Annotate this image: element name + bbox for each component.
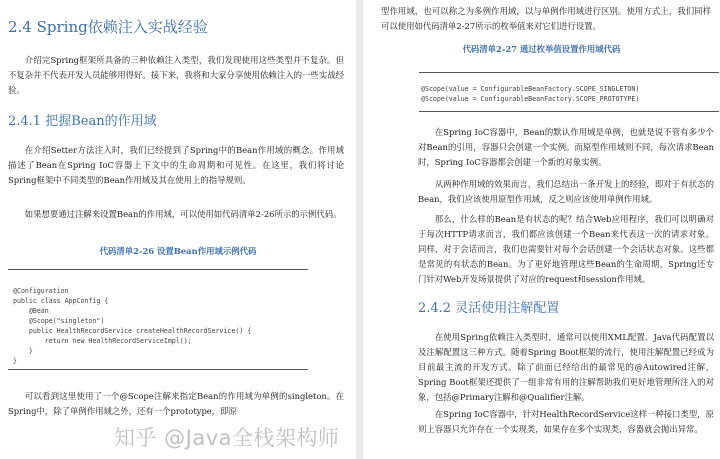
- code-block-2-27: [421, 84, 639, 104]
- code-line: }: [13, 357, 17, 365]
- code-line: @Scope(value = ConfigurableBeanFactory.SCOPE_SINGLETON): [421, 85, 640, 93]
- code-top-rule: [8, 269, 308, 270]
- prototype-continuation-paragraph: 型作用域，也可以称之为多例作用域，以与单例作用域进行区别。使用方式上，我们同样可以使用如代码清单2-27所示的枚举值来对它们进行设置。: [381, 6, 711, 31]
- subsection-title-242: 2.4.2 灵活使用注解配置: [418, 301, 560, 316]
- zhihu-watermark: 知乎 @Java全栈架构师: [114, 426, 340, 450]
- code-line: public class AppConfig {: [13, 297, 109, 305]
- code-line: @Configuration: [13, 287, 69, 295]
- code-block-2-26: [13, 286, 251, 366]
- code-bottom-rule: [8, 369, 308, 370]
- intro-paragraph: 介绍完Spring框架所具备的三种依赖注入类型，我们发现使用这些类型并不复杂。但不复杂并不代表开发人员能够用得好。接下来，我将和大家分享使用依赖注入的一些实战经验。: [8, 55, 344, 95]
- section-title: 2.4 Spring依赖注入实战经验: [8, 18, 208, 36]
- code-bottom-rule: [419, 111, 719, 112]
- code-line: @Scope("singleton"): [13, 317, 105, 325]
- code-top-rule: [419, 72, 719, 73]
- code-line: return new HealthRecordServiceImpl();: [13, 337, 192, 345]
- scope-annotation-paragraph: 如果想要通过注解来设置Bean的作用域，可以使用如代码清单2-26所示的示例代码。: [24, 209, 342, 219]
- scope-intro-paragraph: 在介绍Setter方法注入时，我们已经提到了Spring中的Bean作用域的概念。作用域描述了Bean在Spring IoC容器上下文中的生命周期和可见性。在这里，我们将讨论Spring框架中不同类型的Bean作用域及其在使用上的指导规则。: [8, 145, 344, 185]
- stateful-bean-paragraph: 那么，什么样的Bean是有状态的呢？结合Web应用程序，我们可以明确对于每次HTTP请求而言，我们都应该创建一个Bean来代表这一次的请求对象。同样，对于会话而言，我们也需要针对每个会话创建一个会话状态对象。这些都是常见的有状态的Bean。为了更好地管理这些Bean的生命周期，Spring还专门针对Web开发场景提供了对应的request和session作用域。: [418, 214, 714, 284]
- code-line: @Scope(value = ConfigurableBeanFactory.SCOPE_PROTOTYPE): [421, 95, 640, 103]
- subsection-title-241: 2.4.1 把握Bean的作用域: [8, 114, 157, 129]
- code-caption-2-26: 代码清单2-26 设置Bean作用域示例代码: [99, 246, 257, 256]
- code-line: public HealthRecordService createHealthRecordService() {: [13, 327, 252, 335]
- left-page: [0, 0, 356, 459]
- scope-experience-paragraph: 从两种作用域的效果而言，我们总结出一条开发上的经验，即对于有状态的Bean，我们应该使用原型作用域，反之则应该使用单例作用域。: [418, 179, 714, 204]
- code-line: @Bean: [13, 307, 49, 315]
- default-scope-paragraph: 在Spring IoC容器中，Bean的默认作用域是单例，也就是说不管有多少个对Bean的引用，容器只会创建一个实例。而原型作用域则不同，每次请求Bean时，Spring IoC容器都会创建一个新的对象实例。: [418, 127, 714, 167]
- right-page: [363, 0, 720, 459]
- code-line: }: [13, 347, 33, 355]
- annotation-config-paragraph: 在使用Spring依赖注入类型时，通常可以使用XML配置、Java代码配置以及注解配置这三种方式。随着Spring Boot框架的流行，使用注解配置已经成为目前最主流的开发方式。除了前面已经给出的最常见的@Autowired注解，Spring Boot框架还提供了一组非常有用的注解帮助我们更好地管理所注入的对象，包括@Primary注解和@Qualifier注解。: [418, 332, 714, 402]
- ioc-container-paragraph: 在Spring IoC容器中，针对HealthRecordService这样一种接口类型，原则上容器只允许存在一个实现类，如果存在多个实现类，容器就会抛出异常。: [418, 409, 714, 434]
- scope-explanation-paragraph: 可以看到这里使用了一个@Scope注解来指定Bean的作用域为单例的singleton。在Spring中，除了单例作用域之外，还有一个prototype，即原: [8, 391, 344, 416]
- code-caption-2-27: 代码清单2-27 通过枚举值设置作用域代码: [462, 44, 621, 54]
